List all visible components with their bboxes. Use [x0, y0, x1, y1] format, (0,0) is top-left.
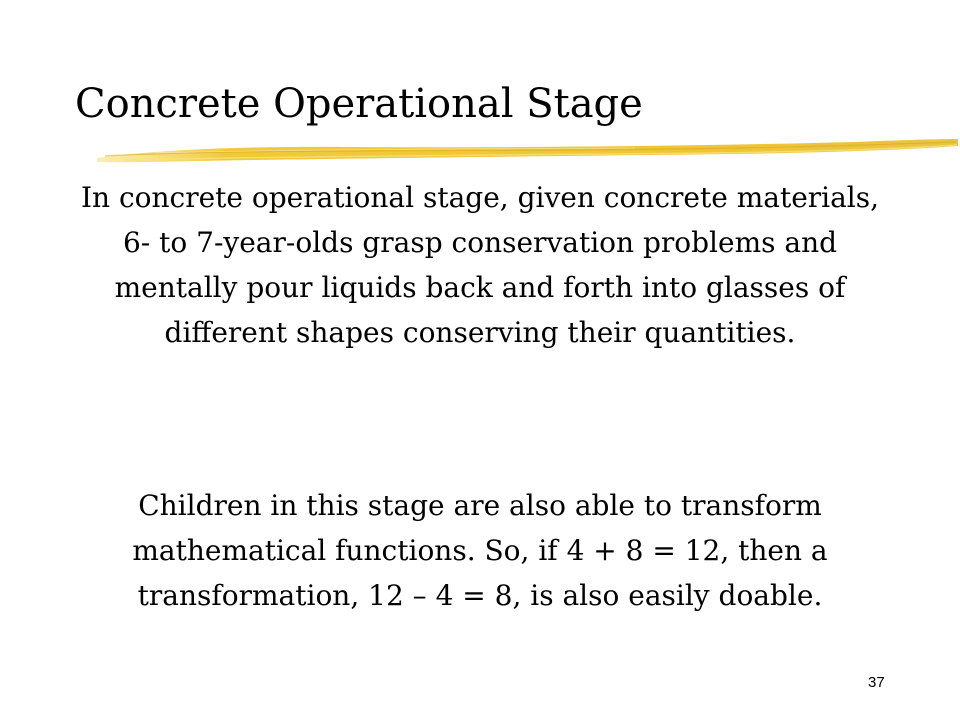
body-paragraph-1: In concrete operational stage, given concrete materials, 6- to 7-year-olds grasp conservation problems and mentally pour liquids back and forth into glasses of different shapes conserving their quantities. — [80, 181, 880, 349]
title-underline-brush-stroke — [95, 136, 960, 170]
body-paragraph-2: Children in this stage are also able to transform mathematical functions. So, if 4 + 8 = 12, then a transformation, 12 – 4 = 8, is also easily doable. — [132, 489, 828, 612]
slide-title: Concrete Operational Stage — [75, 81, 643, 127]
page-number: 37 — [868, 674, 885, 691]
